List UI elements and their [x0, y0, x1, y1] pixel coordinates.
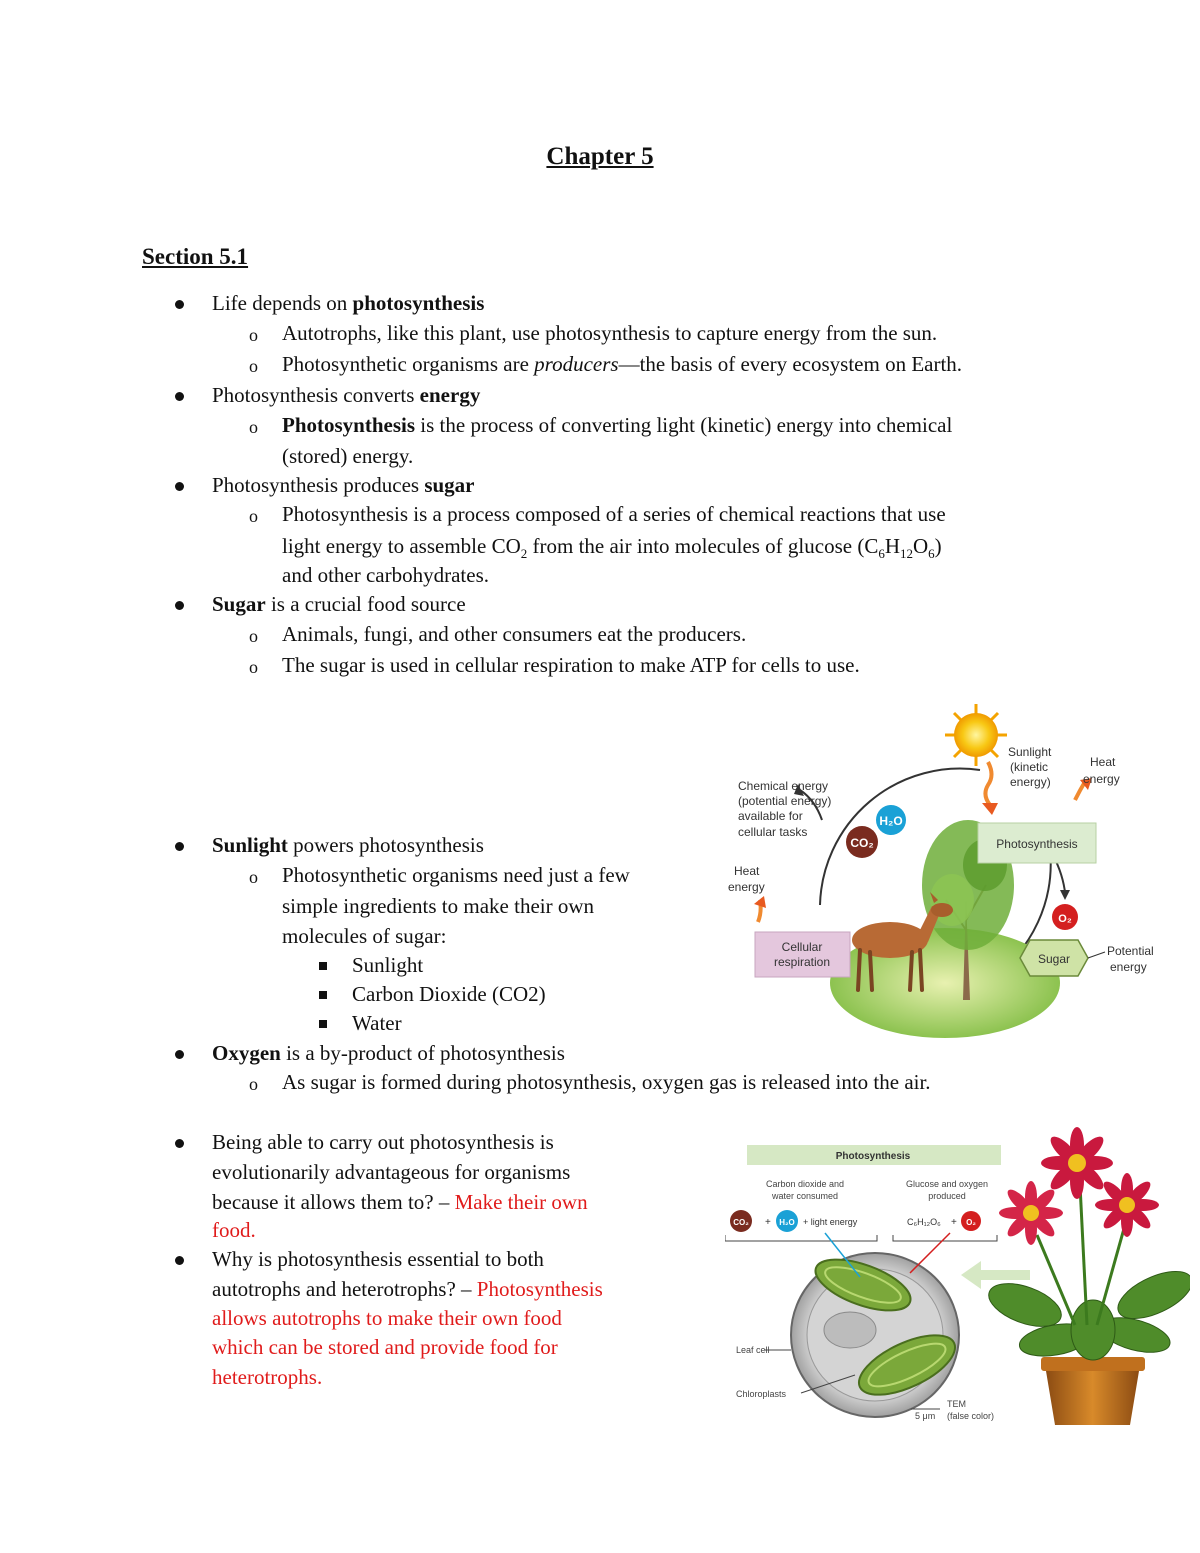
sub-bullet-oxygen-released: As sugar is formed during photosynthesis, oxygen gas is released into the air.: [282, 1070, 931, 1094]
photosynthesis-equation-figure: [725, 1125, 1190, 1430]
svg-text:CO₂: CO₂: [733, 1218, 749, 1227]
svg-text:(potential energy): (potential energy): [738, 794, 832, 808]
svg-text:H₂O: H₂O: [779, 1218, 795, 1227]
question-1: Being able to carry out photosynthesis is: [212, 1130, 554, 1154]
svg-text:Chloroplasts: Chloroplasts: [736, 1389, 787, 1399]
sub-bullet-autotrophs: Autotrophs, like this plant, use photosynthesis to capture energy from the sun.: [282, 321, 938, 345]
svg-text:Heat: Heat: [734, 864, 760, 878]
svg-text:water consumed: water consumed: [771, 1191, 839, 1201]
sub-bullet-definition-cont: (stored) energy.: [282, 444, 414, 468]
sub-bullet-producers: Photosynthetic organisms are producers—the basis of every ecosystem on Earth.: [282, 352, 963, 376]
ingredient-sunlight: Sunlight: [352, 953, 424, 977]
bullet: [175, 1050, 184, 1059]
flower-pot-icon: [983, 1185, 1190, 1425]
svg-text:Sugar: Sugar: [1037, 952, 1071, 966]
svg-text:(kinetic: (kinetic: [1010, 760, 1049, 774]
flower-icon: [1041, 1127, 1113, 1199]
svg-text:cellular tasks: cellular tasks: [738, 825, 808, 839]
answer-1: Make their own: [454, 1190, 588, 1214]
bullet-life-depends: Life depends on photosynthesis: [212, 291, 485, 315]
svg-text:H₂O: H₂O: [879, 814, 903, 828]
bullet-sugar-food: Sugar is a crucial food source: [212, 592, 466, 616]
energy-cycle-figure: [720, 700, 1170, 1050]
sub-bullet-atp: The sugar is used in cellular respiration to make ATP for cells to use.: [282, 653, 860, 677]
svg-text:Chemical energy: Chemical energy: [738, 779, 829, 793]
bullet: [175, 842, 184, 851]
svg-text:Glucose and oxygen: Glucose and oxygen: [905, 1179, 989, 1189]
svg-text:produced: produced: [928, 1191, 966, 1201]
question-2: Why is photosynthesis essential to both: [212, 1247, 544, 1271]
svg-text:(false color): (false color): [947, 1411, 995, 1421]
svg-text:O₂: O₂: [966, 1218, 976, 1227]
svg-text:available for: available for: [738, 809, 803, 823]
bullet: [175, 1139, 184, 1148]
bullet: [175, 392, 184, 401]
bullet-sunlight-powers: Sunlight powers photosynthesis: [212, 833, 484, 857]
svg-text:Heat: Heat: [1090, 755, 1116, 769]
svg-text:energy: energy: [1083, 772, 1120, 786]
svg-text:Leaf cell: Leaf cell: [736, 1345, 770, 1355]
svg-text:energy: energy: [728, 880, 765, 894]
bullet: [175, 482, 184, 491]
flower-icon: [999, 1181, 1063, 1245]
svg-text:5 μm: 5 μm: [915, 1411, 936, 1421]
svg-text:Cellular: Cellular: [781, 940, 823, 954]
flower-icon: [1095, 1173, 1159, 1237]
sub-bullet-process-end: and other carbohydrates.: [282, 563, 489, 587]
sub-bullet-definition: Photosynthesis is the process of converting light (kinetic) energy into chemical: [282, 413, 953, 437]
bullet-converts-energy: Photosynthesis converts energy: [212, 383, 481, 407]
ingredient-water: Water: [352, 1011, 402, 1035]
bullet: [175, 300, 184, 309]
svg-text:Sunlight: Sunlight: [1008, 745, 1052, 759]
svg-text:CO₂: CO₂: [850, 836, 874, 850]
svg-text:+ light energy: + light energy: [803, 1217, 858, 1227]
bullet: [175, 1256, 184, 1265]
ingredient-co2: Carbon Dioxide (CO2): [352, 982, 546, 1006]
bullet-produces-sugar: Photosynthesis produces sugar: [212, 473, 475, 497]
svg-text:+: +: [951, 1217, 957, 1228]
svg-text:Photosynthesis: Photosynthesis: [835, 1151, 911, 1162]
section-heading: Section 5.1: [142, 244, 249, 269]
svg-text:energy: energy: [1110, 960, 1147, 974]
svg-text:energy): energy): [1010, 775, 1051, 789]
sub-bullet-ingredients: Photosynthetic organisms need just a few: [282, 863, 630, 887]
bullet: [175, 601, 184, 610]
answer-2: Photosynthesis: [476, 1277, 603, 1301]
svg-text:O₂: O₂: [1058, 913, 1072, 925]
svg-text:+: +: [765, 1217, 771, 1228]
page-title: Chapter 5: [546, 143, 654, 170]
sub-bullet-process: Photosynthesis is a process composed of a series of chemical reactions that use: [282, 502, 946, 526]
sub-bullet-consumers: Animals, fungi, and other consumers eat the producers.: [282, 622, 747, 646]
sub-bullet-process-cont: light energy to assemble $CO_2$ from the air into molecules of glucose $(C_6H_{12}O_6)$: [282, 534, 942, 562]
svg-text:Potential: Potential: [1107, 944, 1154, 958]
svg-text:TEM: TEM: [947, 1399, 966, 1409]
svg-text:Carbon dioxide and: Carbon dioxide and: [765, 1179, 845, 1189]
svg-text:Photosynthesis: Photosynthesis: [996, 837, 1078, 851]
bullet-oxygen: Oxygen is a by-product of photosynthesis: [212, 1041, 565, 1065]
sun-icon: [945, 704, 1007, 766]
svg-text:C₆H₁₂O₆: C₆H₁₂O₆: [907, 1217, 941, 1227]
svg-text:respiration: respiration: [773, 955, 831, 969]
